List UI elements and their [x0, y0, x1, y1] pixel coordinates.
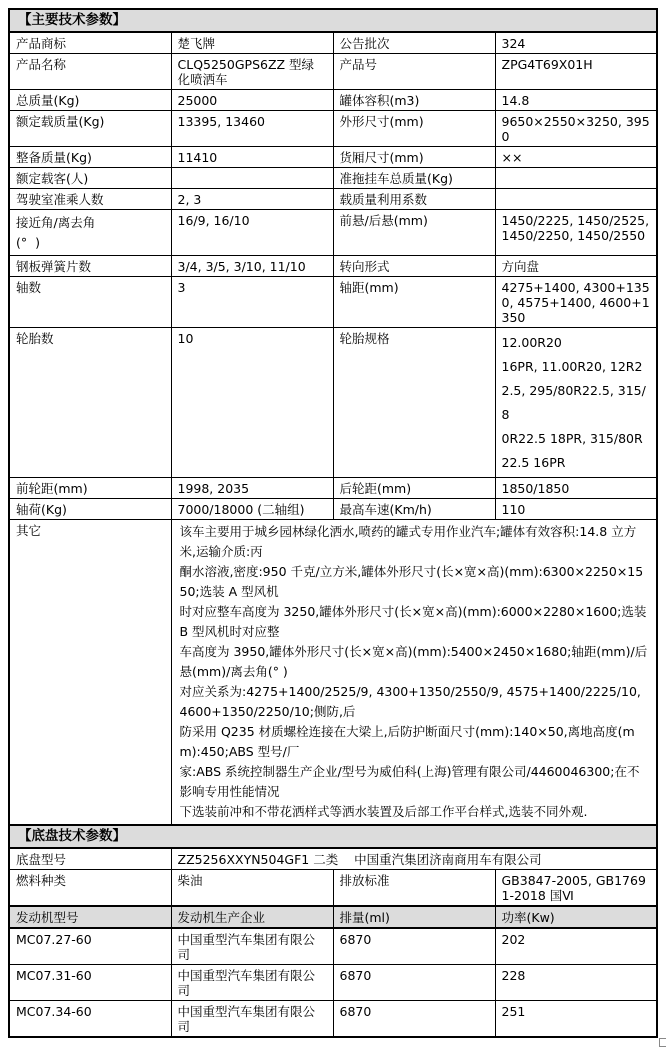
param-label: 轮胎规格 — [333, 328, 495, 478]
param-value: 10 — [171, 328, 333, 478]
param-label: 罐体容积(m3) — [333, 90, 495, 111]
engine-manufacturer: 中国重型汽车集团有限公司 — [171, 928, 333, 965]
param-label: 转向形式 — [333, 256, 495, 277]
engine-row — [9, 928, 657, 965]
param-label: 轴荷(Kg) — [9, 499, 171, 520]
engine-header-power: 功率(Kw) — [495, 906, 657, 928]
param-label: 轴数 — [9, 277, 171, 328]
param-value: 2, 3 — [171, 189, 333, 210]
main-section-header — [9, 9, 657, 32]
param-value: 110 — [495, 499, 657, 520]
param-label: 轮胎数 — [9, 328, 171, 478]
row-leaf-springs — [9, 256, 657, 277]
param-label: 产品商标 — [9, 32, 171, 54]
engine-model: MC07.34-60 — [9, 1001, 171, 1038]
engine-row — [9, 965, 657, 1001]
param-value: 13395, 13460 — [171, 111, 333, 147]
param-label: 钢板弹簧片数 — [9, 256, 171, 277]
param-label: 总质量(Kg) — [9, 90, 171, 111]
param-label: 货厢尺寸(mm) — [333, 147, 495, 168]
param-value: 3 — [171, 277, 333, 328]
row-axles — [9, 277, 657, 328]
param-label: 前轮距(mm) — [9, 478, 171, 499]
engine-model: MC07.31-60 — [9, 965, 171, 1001]
param-label: 整备质量(Kg) — [9, 147, 171, 168]
param-label: 前悬/后悬(mm) — [333, 210, 495, 256]
param-value: 14.8 — [495, 90, 657, 111]
param-label: 燃料种类 — [9, 870, 171, 907]
param-label: 后轮距(mm) — [333, 478, 495, 499]
row-product-brand — [9, 32, 657, 54]
param-value: 1850/1850 — [495, 478, 657, 499]
param-value: 柴油 — [171, 870, 333, 907]
param-value: GB3847-2005, GB17691-2018 国Ⅵ — [495, 870, 657, 907]
engine-manufacturer: 中国重型汽车集团有限公司 — [171, 965, 333, 1001]
row-fuel-type — [9, 870, 657, 907]
param-label: 最高车速(Km/h) — [333, 499, 495, 520]
param-value: 4275+1400, 4300+1350, 4575+1400, 4600+1350 — [495, 277, 657, 328]
row-axle-load — [9, 499, 657, 520]
param-value: ZPG4T69X01H — [495, 54, 657, 90]
param-label: 产品号 — [333, 54, 495, 90]
engine-header-model: 发动机型号 — [9, 906, 171, 928]
row-cab-seating — [9, 189, 657, 210]
param-label: 公告批次 — [333, 32, 495, 54]
main-params-table — [8, 8, 658, 826]
row-front-track — [9, 478, 657, 499]
engine-model: MC07.27-60 — [9, 928, 171, 965]
engine-row — [9, 1001, 657, 1038]
param-value: 12.00R20 16PR, 11.00R20, 12R22.5, 295/80R22.5, 315/8 0R22.5 18PR, 315/80R22.5 16PR — [495, 328, 657, 478]
chassis-section-header — [9, 825, 657, 848]
engine-power: 251 — [495, 1001, 657, 1038]
param-value — [171, 168, 333, 189]
engine-displacement: 6870 — [333, 965, 495, 1001]
param-value: 16/9, 16/10 — [171, 210, 333, 256]
row-tires — [9, 328, 657, 478]
param-label: 准拖挂车总质量(Kg) — [333, 168, 495, 189]
param-value: 7000/18000 (二轴组) — [171, 499, 333, 520]
param-label: 外形尺寸(mm) — [333, 111, 495, 147]
param-label: 额定载客(人) — [9, 168, 171, 189]
row-product-name — [9, 54, 657, 90]
row-chassis-model — [9, 848, 657, 870]
param-value: 324 — [495, 32, 657, 54]
chassis-section-title: 【底盘技术参数】 — [9, 825, 657, 848]
param-value-other: 该车主要用于城乡园林绿化洒水,喷药的罐式专用作业汽车;罐体有效容积:14.8 立方米,运输介质:丙 酮水溶液,密度:950 千克/立方米,罐体外形尺寸(长×宽×高)(mm):6300×2250×1550;选装 A 型风机 时对应整车高度为 3250,罐体外形尺寸(长×宽×高)(mm):6000×2280×1600;选装 B 型风机时对应整 车高度为 3950,罐体外形尺寸(长×宽×高)(mm):5400×2450×1680;轴距(mm)/后悬(mm)/离去角(° ) 对应关系为:4275+1400/2525/9, 4300+1350/2550/9, 4575+1400/2225/10, 4600+1350/2250/10;侧防,后 防采用 Q235 材质螺栓连接在大梁上,后防护断面尺寸(mm):140×50,离地高度(mm):450;ABS 型号/厂 家:ABS 系统控制器生产企业/型号为威伯科(上海)管理有限公司/4460046300;在不影响专用性能情况 下选装前冲和不带花洒样式等洒水装置及后部工作平台样式,选装不同外观. — [171, 520, 657, 826]
param-label: 底盘型号 — [9, 848, 171, 870]
param-label: 产品名称 — [9, 54, 171, 90]
row-approach-departure-angle — [9, 210, 657, 256]
param-value — [495, 189, 657, 210]
main-section-title: 【主要技术参数】 — [9, 9, 657, 32]
engine-header-manufacturer: 发动机生产企业 — [171, 906, 333, 928]
param-label: 载质量利用系数 — [333, 189, 495, 210]
param-value: 1998, 2035 — [171, 478, 333, 499]
param-value: 1450/2225, 1450/2525, 1450/2250, 1450/2550 — [495, 210, 657, 256]
engine-displacement: 6870 — [333, 1001, 495, 1038]
param-value: ZZ5256XXYN504GF1 二类 中国重汽集团济南商用车有限公司 — [171, 848, 657, 870]
engine-power: 228 — [495, 965, 657, 1001]
param-value: 方向盘 — [495, 256, 657, 277]
row-curb-mass — [9, 147, 657, 168]
engine-displacement: 6870 — [333, 928, 495, 965]
param-label: 其它 — [9, 520, 171, 826]
param-label: 轴距(mm) — [333, 277, 495, 328]
param-value: CLQ5250GPS6ZZ 型绿化喷洒车 — [171, 54, 333, 90]
param-value: 11410 — [171, 147, 333, 168]
chassis-params-table — [8, 824, 658, 1038]
param-value: 楚飞牌 — [171, 32, 333, 54]
param-label: 额定载质量(Kg) — [9, 111, 171, 147]
spec-sheet — [8, 8, 658, 1038]
row-other — [9, 520, 657, 826]
param-label: 接近角/离去角 (° ) — [9, 210, 171, 256]
param-value — [495, 168, 657, 189]
row-rated-passengers — [9, 168, 657, 189]
param-value: ×× — [495, 147, 657, 168]
param-label: 排放标准 — [333, 870, 495, 907]
engine-header-displacement: 排量(ml) — [333, 906, 495, 928]
param-value: 9650×2550×3250, 3950 — [495, 111, 657, 147]
engine-power: 202 — [495, 928, 657, 965]
param-label: 驾驶室准乘人数 — [9, 189, 171, 210]
engine-manufacturer: 中国重型汽车集团有限公司 — [171, 1001, 333, 1038]
row-rated-load — [9, 111, 657, 147]
param-value: 25000 — [171, 90, 333, 111]
resize-handle[interactable] — [659, 1038, 666, 1047]
row-total-mass — [9, 90, 657, 111]
engine-table-header — [9, 906, 657, 928]
param-value: 3/4, 3/5, 3/10, 11/10 — [171, 256, 333, 277]
